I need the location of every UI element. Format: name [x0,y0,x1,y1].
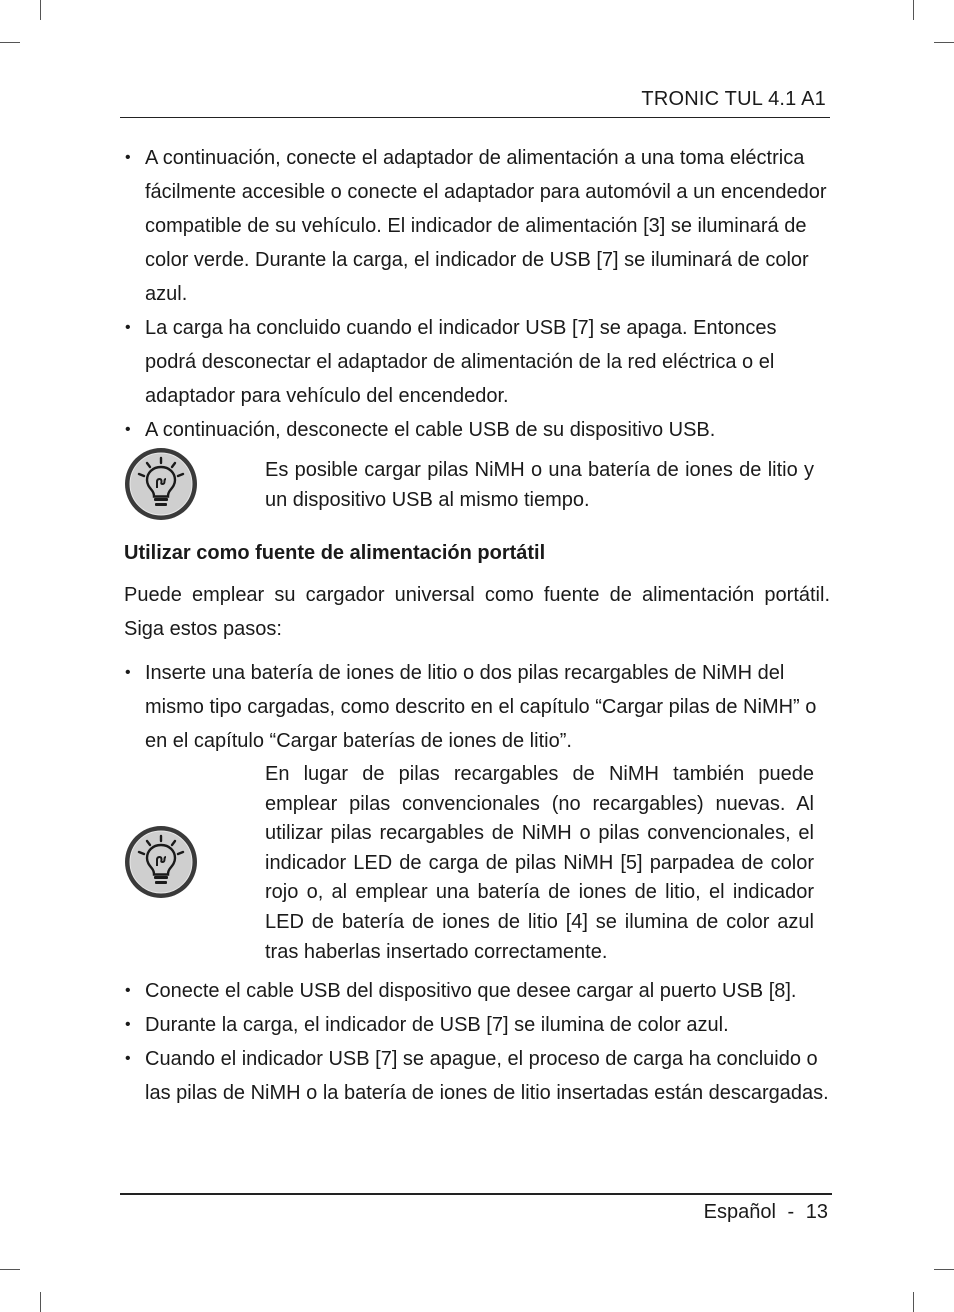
bullet-icon: • [125,421,131,438]
bullet-list-insert [124,656,830,758]
list-item-text: A continuación, desconecte el cable USB de su dispositivo USB. [145,419,716,441]
bullet-icon: • [125,1016,131,1033]
list-item [124,1008,830,1042]
list-item [124,1042,830,1110]
list-item-text: Cuando el indicador USB [7] se apague, el proceso de carga ha concluido o las pilas de NiMH o la batería de iones de litio insertadas están descargadas. [145,1048,829,1104]
crop-mark [0,1269,20,1270]
list-item [124,141,830,311]
crop-mark [0,42,20,43]
list-item-text: La carga ha concluido cuando el indicador USB [7] se apaga. Entonces podrá desconectar el adaptador de alimentación de la red eléctrica o el adaptador para vehículo del encendedor. [145,317,777,407]
list-item-text: Conecte el cable USB del dispositivo que desee cargar al puerto USB [8]. [145,980,797,1002]
list-item-text: A continuación, conecte el adaptador de alimentación a una toma eléctrica fácilmente accesible o conecte el adaptador para automóvil a un encendedor compatible de su vehículo. El indicador de alimentación [3] se iluminará de color verde. Durante la carga, el indicador de USB [7] se iluminará de color azul. [145,147,827,305]
tip-note-text: Es posible cargar pilas NiMH o una batería de iones de litio y un dispositivo USB al mismo tiempo. [265,459,814,511]
lightbulb-tip-icon [123,446,199,522]
header-rule [120,117,830,118]
list-item-text: Durante la carga, el indicador de USB [7] se ilumina de color azul. [145,1014,729,1036]
page-number: 13 [805,1201,828,1223]
crop-mark [40,0,41,20]
list-item [124,974,830,1008]
list-item [124,413,830,447]
bullet-icon: • [125,664,131,681]
section-intro [124,578,830,646]
bullet-icon: • [125,982,131,999]
crop-mark [913,0,914,20]
lightbulb-tip-icon [123,824,199,900]
crop-mark [934,1269,954,1270]
bullet-icon: • [125,149,131,166]
bullet-icon: • [125,1050,131,1067]
tip-note-text: En lugar de pilas recargables de NiMH también puede emplear pilas convencionales (no recargables) nuevas. Al utilizar pilas recargables de NiMH o pilas convencionales, el indicador LED de carga de pilas NiMH [5] parpadea de color rojo o, al emplear una batería de iones de litio, el indicador LED de batería de iones de litio [4] se ilumina de color azul tras haberlas insertado correctamente. [265,763,814,963]
list-item-text: Inserte una batería de iones de litio o dos pilas recargables de NiMH del mismo tipo cargadas, como descrito en el capítulo “Cargar pilas de NiMH” o en el capítulo “Cargar baterías de iones de litio”. [145,662,817,752]
list-item [124,656,830,758]
crop-mark [40,1292,41,1312]
section-heading: Utilizar como fuente de alimentación portátil [124,542,546,564]
list-item [124,311,830,413]
crop-mark [913,1292,914,1312]
bullet-icon: • [125,319,131,336]
footer-page-info [704,1201,828,1224]
crop-mark [934,42,954,43]
intro-line: Siga estos pasos: [124,618,282,640]
bullet-list-charging [124,141,830,447]
footer-rule [120,1193,832,1195]
footer-separator: - [787,1201,795,1223]
header-title: TRONIC TUL 4.1 A1 [641,88,826,110]
bullet-list-usb [124,974,830,1110]
intro-line: Puede emplear su cargador universal como fuente de alimentación portátil. [124,584,830,606]
footer-language: Español [703,1201,776,1223]
